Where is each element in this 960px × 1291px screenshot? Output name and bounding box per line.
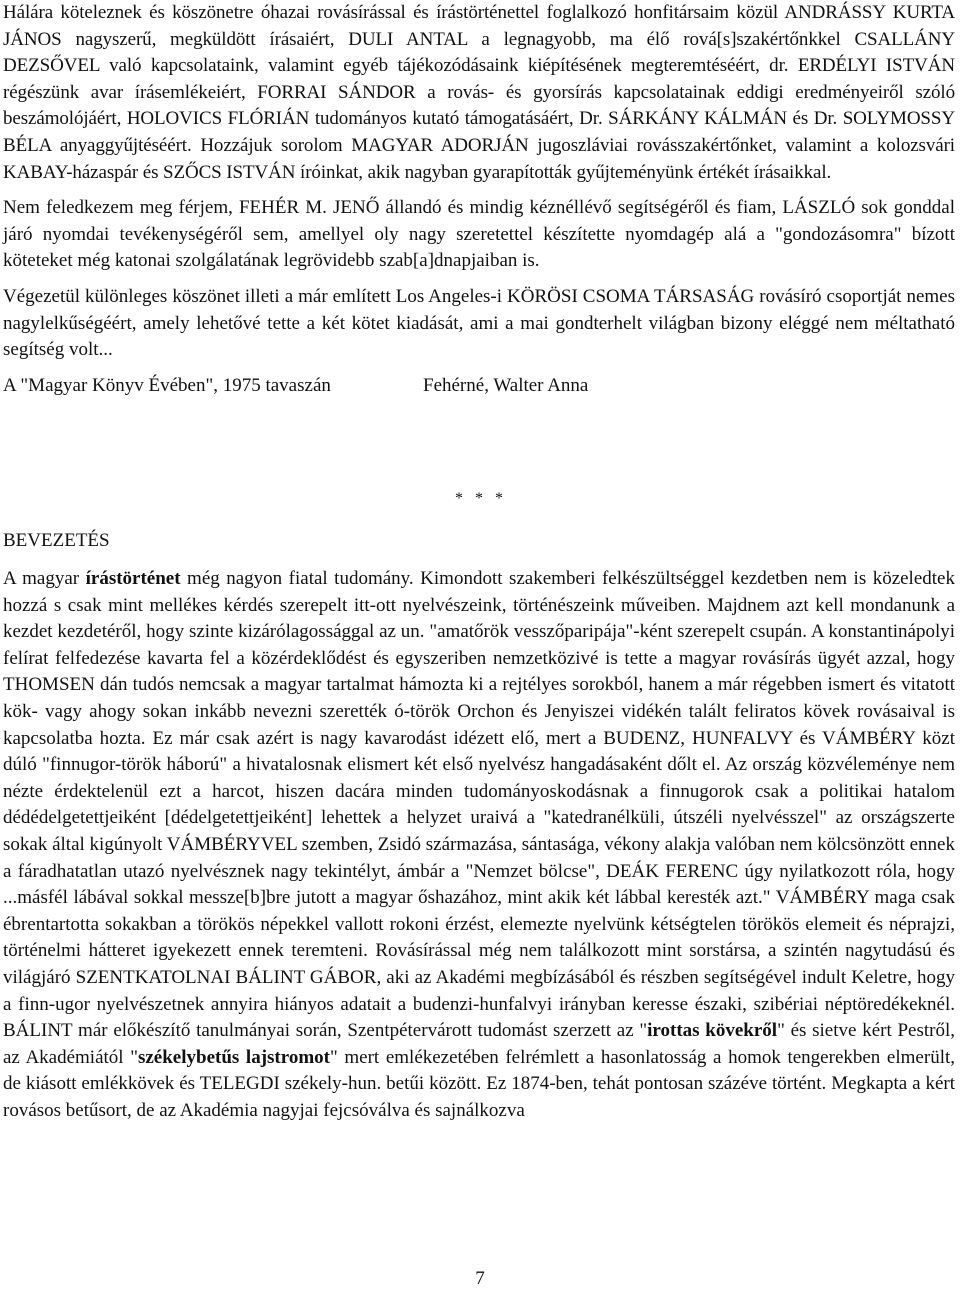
intro-text-1: A magyar <box>3 568 86 589</box>
signature-row <box>3 373 955 400</box>
intro-bold-term-3: székelybetűs lajstromot <box>137 1046 330 1068</box>
intro-text-4: " mert emlékezetében felrémlett a hasonlatosság a homok tengerekben elmerült, de kiásott emlékkövek és TELEGDI székely-hun. betűi között. Ez 1874-ben, tehát pontosan százéve történt. Megkapta a kért rovásos betűsort, de az Akadémia nagyjai fejcsóválva és sajnálkozva <box>3 1046 955 1121</box>
intro-text-2: még nagyon fiatal tudomány. Kimondott szakemberi felkészültséggel kezdetben nem is közeledtek hozzá s csak mint mellékes kérdés szerepelt itt-ott nyelvészeink, történészeink műveiben. Majdnem azt kell mondanunk a kezdet kezdetéről, hogy szinte kizárólagossággal az un. "amatőrök vesszőparipája"-ként szerepelt csupán. A konstantinápolyi felírat felfedezése kavarta fel a közérdeklődést és egyszeriben nemzetközivé is tette a magyar rovásírás ügyét azzal, hogy THOMSEN dán tudós nemcsak a magyar tartalmat hámozta ki a rejtélyes sorokból, hanem a már régebben ismert és vitatott kök- vagy ahogy sokan inkább nevezni szerették ó-török Orchon és Jenyiszei vidékén talált feliratos kövek rovásaival is kapcsolatba hozta. Ez már csak azért is nagy kavarodást idézett elő, mert a BUDENZ, HUNFALVY és VÁMBÉRY közt dúló "finnugor-török háború" a hivatalosnak elismert két első nyelvész hangadásaként dőlt el. Az ország közvéleménye nem nézte érdektelenül ezt a harcot, hiszen dacára minden tudományoskodásnak a finnugorok csak a politikai hatalom dédédelgetettjeiként [dédelgetettjeiként] lehettek a helyzet uraivá a "katedranélküli, útszéli nyelvésszel" az országszerte sokak által kigúnyolt VÁMBÉRYVEL szemben, Zsidó származása, sántasága, vékony alakja valóban nem kölcsönzött ennek a fáradhatatlan utazó nyelvésznek nagy tekintélyt, ámbár a "Nemzet bölcse", DEÁK FERENC úgy nyilatkozott róla, hogy ...másfél lábával sokkal messze[b]bre jutott a magyar őshazához, mint akik két lábbal keresték azt." VÁMBÉRY maga csak ébrentartotta sokakban a törökös népekkel vallott rokoni érzést, elemezte nyelvünk kétségtelen törökös elemeit és néprajzi, történelmi hátteret igyekezett ennek teremteni. Rovásírással még nem találkozott mint sorstársa, a szintén nagytudású és világjáró SZENTKATOLNAI BÁLINT GÁBOR, aki az Akadémi megbízásából és részben segítségével indult Keletre, hogy a finn-ugor nyelvészetnek annyira hiányos adatait a budenzi-hunfalvyi irányban keresse északi, szibériai néptöredékeknél. BÁLINT már előkészítő tanulmányai során, Szentpétervárott tudomást szerzett az " <box>3 568 955 1042</box>
introduction-paragraph <box>3 566 955 1124</box>
section-separator: * * * <box>455 490 507 507</box>
intro-bold-term-2: irottas kövekről <box>647 1020 778 1042</box>
acknowledgement-paragraph-1: Hálára köteleznek és köszönetre óhazai rovásírással és írástörténettel foglalkozó honfitársaim közül ANDRÁSSY KURTA JÁNOS nagyszerű, megküldött írásaiért, DULI ANTAL a legnagyobb, ma élő rová[s]szakértőnkkel CSALLÁNY DEZSŐVEL való kapcsolataink, valamint egyéb tájékozódásaink kiépítésének megteremtéséért, dr. ERDÉLYI ISTVÁN régészünk avar írásemlékeiért, FORRAI SÁNDOR a rovás- és gyorsírás kapcsolatainak eddigi eredményeiről szóló beszámolójáért, HOLOVICS FLÓRIÁN tudományos kutató támogatásáért, Dr. SÁRKÁNY KÁLMÁN és Dr. SOLYMOSSY BÉLA anyaggyűjtéséért. Hozzájuk sorolom MAGYAR ADORJÁN jugoszláviai rovásszakértőnket, valamint a kolozsvári KABAY-házaspár és SZŐCS ISTVÁN íróinkat, akik nagyban gyarapították gyűjteményünk értékét írásaikkal. <box>3 2 955 183</box>
section-heading: BEVEZETÉS <box>3 530 110 551</box>
acknowledgement-paragraph-3: Végezetül különleges köszönet illeti a már említett Los Angeles-i KÖRÖSI CSOMA TÁRSASÁG rovásíró csoportját nemes nagylelkűségéért, amely lehetővé tette a két kötet kiadását, ami a mai gondterhelt világban bizony eléggé nem méltatható segítség volt... <box>3 285 955 361</box>
page-number: 7 <box>475 1268 485 1289</box>
acknowledgement-paragraph-2: Nem feledkezem meg férjem, FEHÉR M. JENŐ állandó és mindig kéznéllévő segítségéről és fiam, LÁSZLÓ sok gonddal járó nyomdai tevékenységéről sem, amellyel oly nagy szeretettel készítette nyomdagép alá a "gondozásomra" bízott köteteket még katonai szolgálatának legrövidebb szab[a]dnapjaiban is. <box>3 197 955 272</box>
intro-bold-term-1: írástörténet <box>85 568 181 589</box>
signature-author: Fehérné, Walter Anna <box>423 374 589 396</box>
document-page <box>3 0 955 400</box>
intro-text-3: " és sietve kért Pestről, az Akadémiától " <box>3 1020 955 1068</box>
signature-place-date: A "Magyar Könyv Évében", 1975 tavaszán <box>3 374 331 396</box>
